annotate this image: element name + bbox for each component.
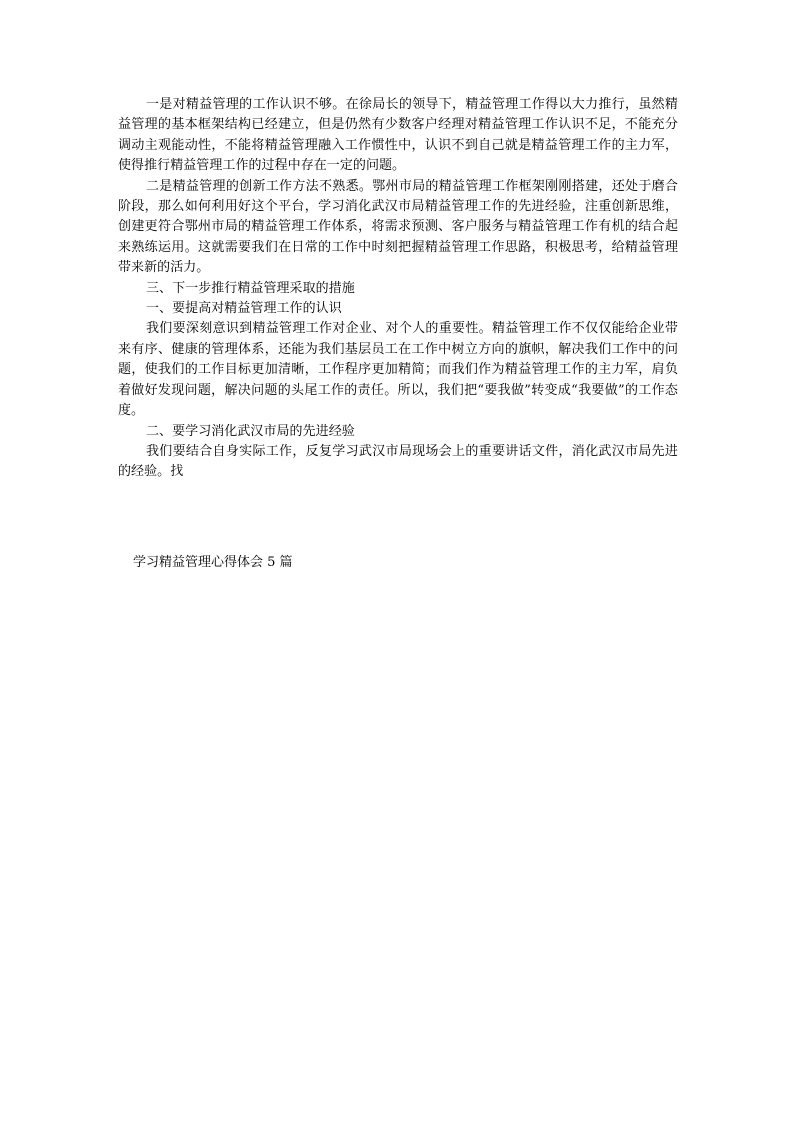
subheading-learn-experience: 二、要学习消化武汉市局的先进经验 <box>146 423 355 439</box>
document-body <box>118 95 678 483</box>
paragraph-raise-awareness: 我们要深刻意识到精益管理工作对企业、对个人的重要性。精益管理工作不仅仅能给企业带来有序、健康的管理体系，还能为我们基层员工在工作中树立方向的旗帜，解决我们工作中的问题，使我们的工作目标更加清晰，工作程序更加精简；而我们作为精益管理工作的主力军，肩负着做好发现问题，解决问题的头尾工作的责任。所以，我们把“要我做”转变成“我要做”的工作态度。 <box>118 321 678 419</box>
section-heading-next-steps: 三、下一步推行精益管理采取的措施 <box>146 280 355 296</box>
subheading-raise-awareness: 一、要提高对精益管理工作的认识 <box>146 301 342 317</box>
paragraph-learn-experience: 我们要结合自身实际工作，反复学习武汉市局现场会上的重要讲话文件，消化武汉市局先进的经验。找 <box>118 443 678 480</box>
paragraph-innovation-issue: 二是精益管理的创新工作方法不熟悉。鄂州市局的精益管理工作框架刚刚搭建，还处于磨合阶段，那么如何利用好这个平台，学习消化武汉市局精益管理工作的先进经验，注重创新思维，创建更符合鄂州市局的精益管理工作体系，将需求预测、客户服务与精益管理工作有机的结合起来熟练运用。这就需要我们在日常的工作中时刻把握精益管理工作思路，积极思考，给精益管理带来新的活力。 <box>118 178 678 276</box>
paragraph-awareness-issue: 一是对精益管理的工作认识不够。在徐局长的领导下，精益管理工作得以大力推行，虽然精益管理的基本框架结构已经建立，但是仍然有少数客户经理对精益管理工作认识不足，不能充分调动主观能动性，不能将精益管理融入工作惯性中，认识不到自己就是精益管理工作的主力军，使得推行精益管理工作的过程中存在一定的问题。 <box>118 97 678 174</box>
document-title-footer: 学习精益管理心得体会 5 篇 <box>133 555 293 570</box>
